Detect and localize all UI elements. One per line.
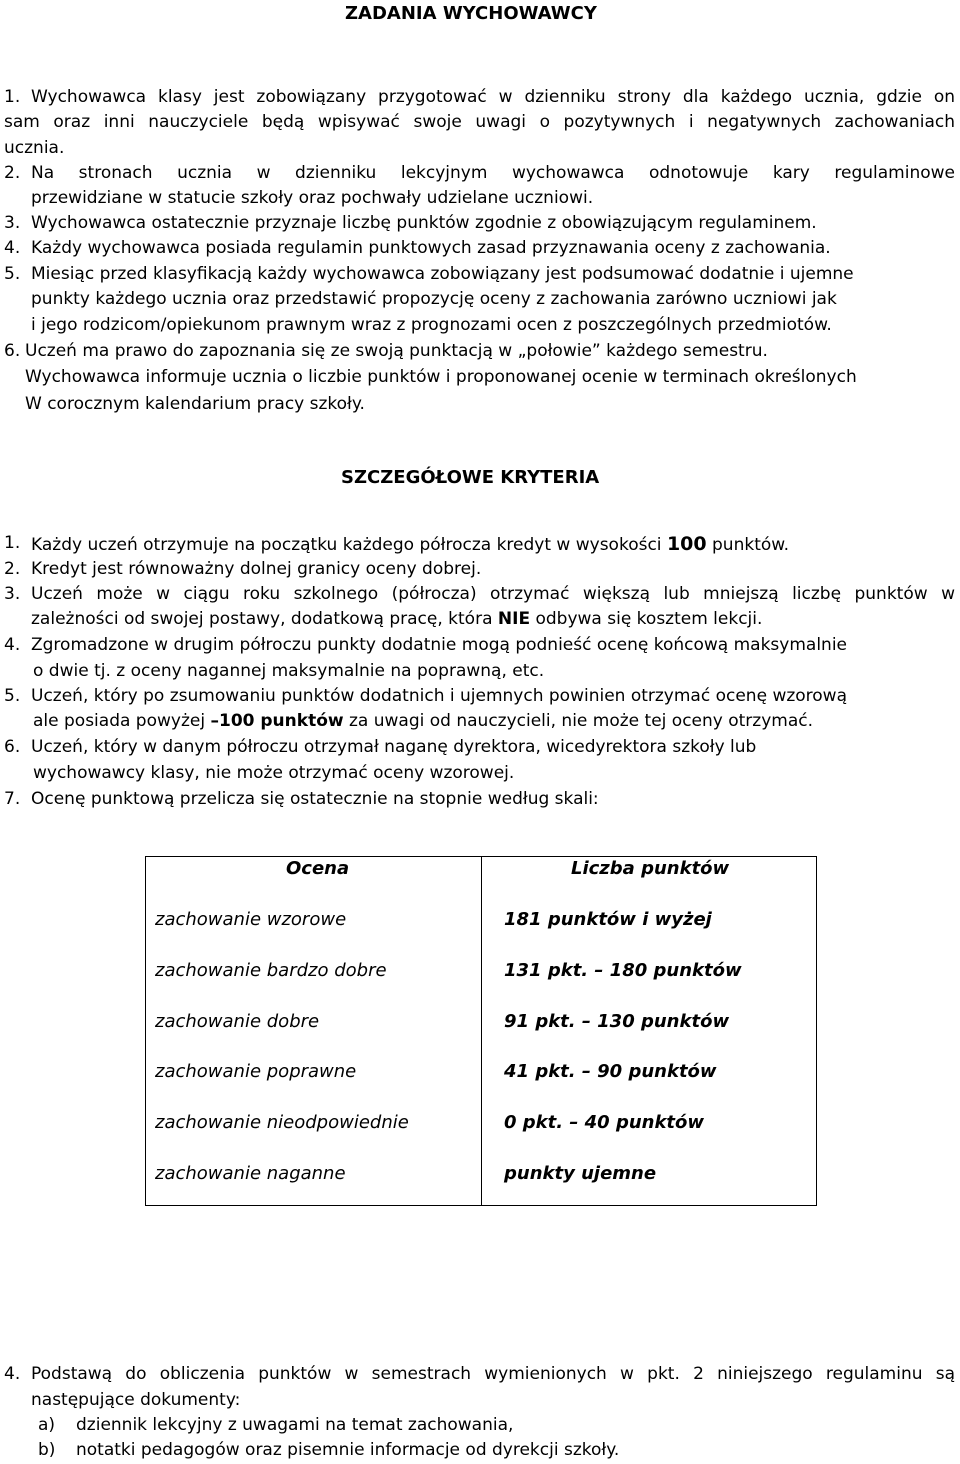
criterion-5-line-2: ale posiada powyżej –100 punktów za uwagi od nauczycieli, nie może tej oceny otrzymać. <box>33 711 814 731</box>
task-1-line-3: ucznia. <box>4 138 65 158</box>
document-item-a-label: a) <box>38 1415 56 1435</box>
criterion-5-number: 5. <box>4 686 21 706</box>
task-6-line-3: W corocznym kalendarium pracy szkoły. <box>25 394 365 414</box>
task-4-number: 4. <box>4 238 21 258</box>
task-6-number: 6. <box>4 341 21 361</box>
criterion-4-line-1: Zgromadzone w drugim półroczu punkty dodatnie mogą podnieść ocenę końcową maksymalnie <box>31 635 847 655</box>
final-line-2: następujące dokumenty: <box>31 1390 241 1410</box>
criterion-3-line-2: zależności od swojej postawy, dodatkową pracę, która NIE odbywa się kosztem lekcji. <box>31 609 763 629</box>
table-row-6-grade: zachowanie naganne <box>155 1163 346 1184</box>
task-1-number: 1. <box>4 87 21 107</box>
task-3-number: 3. <box>4 213 21 233</box>
table-row-4-grade: zachowanie poprawne <box>155 1061 357 1082</box>
criterion-1-text: Każdy uczeń otrzymuje na początku każdego półrocza kredyt w wysokości 100 punktów. <box>31 533 790 555</box>
page-title: ZADANIA WYCHOWAWCY <box>345 3 597 24</box>
table-column-divider <box>481 857 482 1205</box>
task-4-line-1: Każdy wychowawca posiada regulamin punktowych zasad przyznawania oceny z zachowania. <box>31 238 831 258</box>
table-row-5-points: 0 pkt. – 40 punktów <box>504 1112 705 1133</box>
credit-amount: 100 <box>666 533 707 555</box>
task-3-line-1: Wychowawca ostatecznie przyznaje liczbę punktów zgodnie z obowiązującym regulaminem. <box>31 213 817 233</box>
task-5-line-2: punkty każdego ucznia oraz przedstawić propozycję oceny z zachowania zarówno uczniowi jak <box>31 289 837 309</box>
criterion-6-line-1: Uczeń, który w danym półroczu otrzymał naganę dyrektora, wicedyrektora szkoły lub <box>31 737 757 757</box>
task-2-line-2: przewidziane w statucie szkoły oraz pochwały udzielane uczniowi. <box>31 188 594 208</box>
task-5-line-1: Miesiąc przed klasyfikacją każdy wychowawca zobowiązany jest podsumować dodatnie i ujemne <box>31 264 854 284</box>
document-item-b-label: b) <box>38 1440 56 1460</box>
task-5-line-3: i jego rodzicom/opiekunom prawnym wraz z prognozami ocen z poszczególnych przedmiotów. <box>31 315 832 335</box>
task-6-line-2: Wychowawca informuje ucznia o liczbie punktów i proponowanej ocenie w terminach określonych <box>25 367 857 387</box>
task-5-number: 5. <box>4 264 21 284</box>
document-item-b-text: notatki pedagogów oraz pisemnie informacje od dyrekcji szkoły. <box>76 1440 620 1460</box>
final-number: 4. <box>4 1364 21 1384</box>
task-1-line-1: Wychowawca klasy jest zobowiązany przygotować w dzienniku strony dla każdego ucznia, gdzie on <box>31 87 955 107</box>
criterion-2-number: 2. <box>4 559 21 579</box>
table-row-4-points: 41 pkt. – 90 punktów <box>504 1061 717 1082</box>
minus-100-points: –100 punktów <box>210 711 344 731</box>
criterion-4-number: 4. <box>4 635 21 655</box>
task-1-line-2: sam oraz inni nauczyciele będą wpisywać swoje uwagi o pozytywnych i negatywnych zachowaniach <box>4 112 955 132</box>
table-row-2-grade: zachowanie bardzo dobre <box>155 960 387 981</box>
table-row-5-grade: zachowanie nieodpowiednie <box>155 1112 409 1133</box>
task-6-line-1: Uczeń ma prawo do zapoznania się ze swoją punktacją w „połowie” każdego semestru. <box>25 341 768 361</box>
table-header-grade: Ocena <box>286 858 350 879</box>
criterion-7-text: Ocenę punktową przelicza się ostatecznie na stopnie według skali: <box>31 789 599 809</box>
task-2-number: 2. <box>4 163 21 183</box>
final-line-1: Podstawą do obliczenia punktów w semestrach wymienionych w pkt. 2 niniejszego regulaminu są <box>31 1364 955 1384</box>
criterion-3-line-1: Uczeń może w ciągu roku szkolnego (półrocza) otrzymać większą lub mniejszą liczbę punktów w <box>31 584 955 604</box>
table-header-points: Liczba punktów <box>571 858 730 879</box>
criterion-7-number: 7. <box>4 789 21 809</box>
table-row-2-points: 131 pkt. – 180 punktów <box>504 960 742 981</box>
criterion-4-line-2: o dwie tj. z oceny nagannej maksymalnie na poprawną, etc. <box>33 661 545 681</box>
criterion-3-number: 3. <box>4 584 21 604</box>
table-row-1-points: 181 punktów i wyżej <box>504 909 712 930</box>
table-row-3-points: 91 pkt. – 130 punktów <box>504 1011 730 1032</box>
criterion-5-line-1: Uczeń, który po zsumowaniu punktów dodatnich i ujemnych powinien otrzymać ocenę wzorową <box>31 686 848 706</box>
nie-emphasis: NIE <box>497 609 531 629</box>
criteria-title: SZCZEGÓŁOWE KRYTERIA <box>341 467 600 488</box>
table-row-6-points: punkty ujemne <box>504 1163 657 1184</box>
task-2-line-1: Na stronach ucznia w dzienniku lekcyjnym wychowawca odnotowuje kary regulaminowe <box>31 163 955 183</box>
criterion-6-number: 6. <box>4 737 21 757</box>
criterion-1-number: 1. <box>4 533 21 553</box>
table-row-1-grade: zachowanie wzorowe <box>155 909 347 930</box>
criterion-2-text: Kredyt jest równoważny dolnej granicy oceny dobrej. <box>31 559 482 579</box>
criterion-6-line-2: wychowawcy klasy, nie może otrzymać oceny wzorowej. <box>33 763 515 783</box>
document-item-a-text: dziennik lekcyjny z uwagami na temat zachowania, <box>76 1415 514 1435</box>
table-row-3-grade: zachowanie dobre <box>155 1011 320 1032</box>
